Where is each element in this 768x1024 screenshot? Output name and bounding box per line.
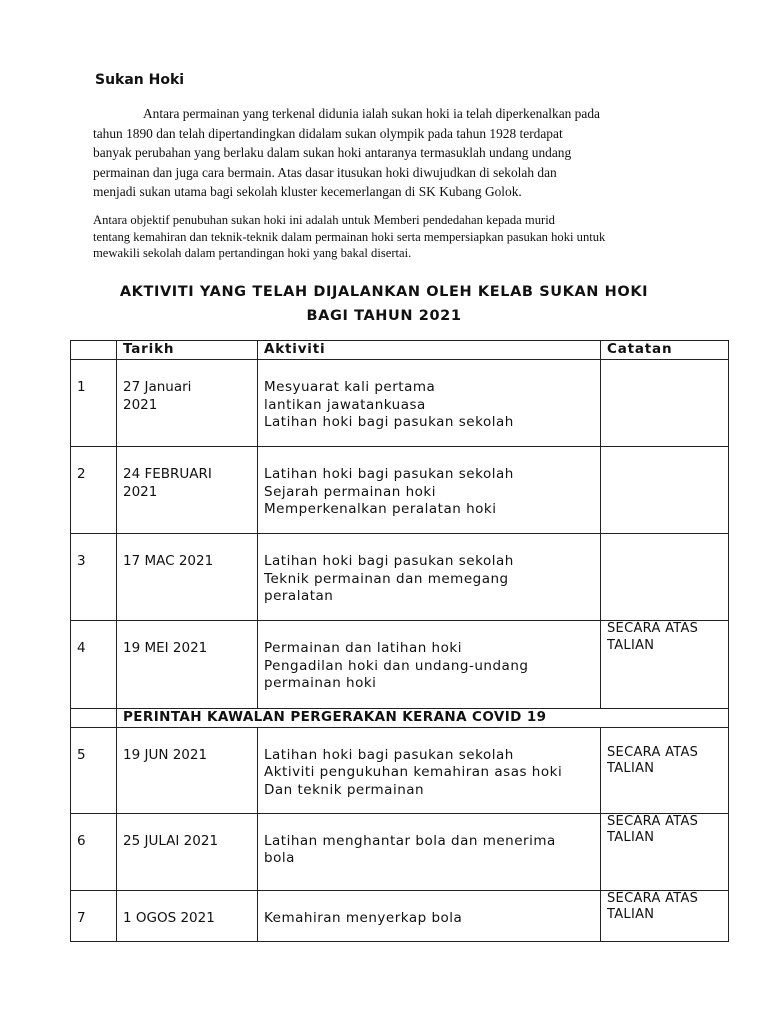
row-activity: Permainan dan latihan hoki Pengadilan hoki dan undang-undang permainan hoki [258,621,601,709]
objective-paragraph [93,212,675,262]
pkp-label: PERINTAH KAWALAN PERGERAKAN KERANA COVID 19 [117,709,729,728]
table-row [71,360,729,447]
row-notes [601,447,729,534]
paragraph-line: permainan dan juga cara bermain. Atas dasar itusukan hoki diwujudkan di sekolah dan [93,164,557,180]
pkp-row [71,709,729,728]
row-date: 24 FEBRUARI 2021 [117,447,258,534]
row-activity: Kemahiran menyerkap bola [258,890,601,941]
table-row [71,890,729,941]
row-date: 27 Januari 2021 [117,360,258,447]
paragraph-line: Antara permainan yang terkenal didunia ialah sukan hoki ia telah diperkenalkan pada [143,106,600,121]
table-title-line1: AKTIVITI YANG TELAH DIJALANKAN OLEH KELAB SUKAN HOKI [119,284,649,300]
row-activity: Mesyuarat kali pertama lantikan jawatankuasa Latihan hoki bagi pasukan sekolah [258,360,601,447]
row-num: 2 [71,447,117,534]
row-activity: Latihan hoki bagi pasukan sekolah Aktiviti pengukuhan kemahiran asas hoki Dan teknik permainan [258,727,601,813]
row-num: 1 [71,360,117,447]
page-heading: Sukan Hoki [95,72,185,88]
table-title-line2: BAGI TAHUN 2021 [306,308,462,324]
row-num: 3 [71,534,117,621]
row-notes [601,360,729,447]
pkp-empty-cell [71,709,117,728]
paragraph-line: banyak perubahan yang berlaku dalam sukan hoki antaranya termasuklah undang undang [93,145,572,160]
paragraph-line: tentang kemahiran dan teknik-teknik dalam permainan hoki serta mempersiapkan pasukan hoki untuk [93,229,606,244]
paragraph-line: mewakili sekolah dalam pertandingan hoki yang bakal disertai. [93,246,412,260]
row-date: 19 MEI 2021 [117,621,258,709]
table-row [71,727,729,813]
table-header-row [71,341,729,360]
header-num [71,341,117,360]
row-date: 1 OGOS 2021 [117,890,258,941]
row-activity: Latihan hoki bagi pasukan sekolah Sejarah permainan hoki Memperkenalkan peralatan hoki [258,447,601,534]
row-date: 19 JUN 2021 [117,727,258,813]
header-notes: Catatan [601,341,729,360]
row-notes: SECARA ATAS TALIAN [601,813,729,890]
row-notes: SECARA ATAS TALIAN [601,727,729,813]
row-date: 25 JULAI 2021 [117,813,258,890]
row-notes: SECARA ATAS TALIAN [601,890,729,941]
row-date: 17 MAC 2021 [117,534,258,621]
table-row [71,447,729,534]
paragraph-line: Antara objektif penubuhan sukan hoki ini adalah untuk Memberi pendedahan kepada murid [93,213,555,227]
table-row [71,621,729,709]
row-num: 5 [71,727,117,813]
header-date: Tarikh [117,341,258,360]
row-notes [601,534,729,621]
paragraph-line: menjadi sukan utama bagi sekolah kluster kecemerlangan di SK Kubang Golok. [93,184,522,199]
row-notes: SECARA ATAS TALIAN [601,621,729,709]
row-activity: Latihan hoki bagi pasukan sekolah Teknik permainan dan memegang peralatan [258,534,601,621]
header-activity: Aktiviti [258,341,601,360]
table-row [71,813,729,890]
row-num: 6 [71,813,117,890]
table-row [71,534,729,621]
row-num: 7 [71,890,117,941]
row-num: 4 [71,621,117,709]
paragraph-line: tahun 1890 dan telah dipertandingkan didalam sukan olympik pada tahun 1928 terdapat [93,125,563,141]
row-activity: Latihan menghantar bola dan menerima bola [258,813,601,890]
activity-table [70,340,729,942]
intro-paragraph [93,104,675,202]
